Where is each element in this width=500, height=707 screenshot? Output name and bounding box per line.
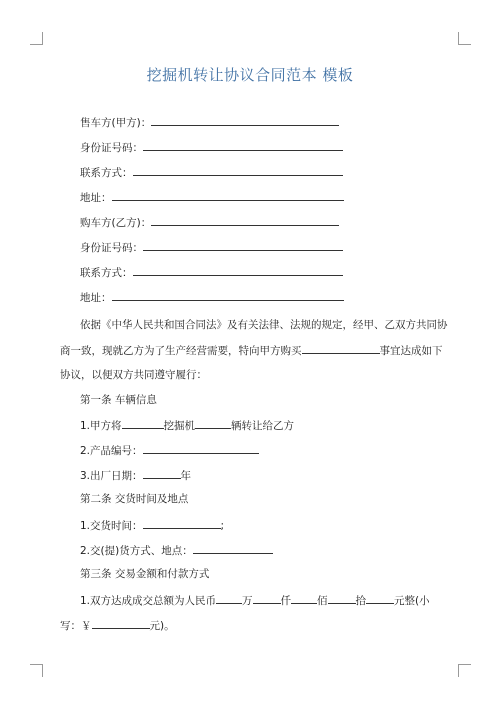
item-1-1-end: 辆转让给乙方 bbox=[231, 420, 295, 432]
manufacture-year-blank bbox=[143, 468, 181, 479]
item-1-3 bbox=[80, 468, 191, 483]
seller-address-label: 地址： bbox=[80, 192, 112, 204]
buyer-blank bbox=[151, 215, 339, 226]
seller-contact-label: 联系方式： bbox=[80, 167, 133, 179]
preamble-line-2-start: 商一致，现就乙方为了生产经营需要，特向甲方购买 bbox=[60, 345, 302, 357]
buyer-address-label: 地址： bbox=[80, 292, 112, 304]
yuan-unit: 元整(小 bbox=[394, 595, 430, 607]
item-2-1 bbox=[80, 518, 224, 533]
amount-figures-label: 写：￥ bbox=[60, 620, 92, 632]
product-number-blank bbox=[143, 443, 259, 454]
item-3-1-continued bbox=[60, 618, 175, 633]
yuan-blank bbox=[366, 593, 394, 604]
crop-mark-top-left bbox=[30, 32, 43, 45]
delivery-time-label: 1.交货时间： bbox=[80, 520, 143, 532]
crop-mark-top-right bbox=[458, 32, 471, 45]
article-2-heading: 第二条 交货时间及地点 bbox=[80, 493, 189, 505]
total-amount-label: 1.双方达成成交总额为人民币 bbox=[80, 595, 217, 607]
seller-address-field bbox=[80, 190, 344, 205]
document-title: 挖掘机转让协议合同范本 模板 bbox=[146, 66, 354, 84]
preamble-line-2 bbox=[60, 343, 443, 358]
article-1-heading: 第一条 车辆信息 bbox=[80, 394, 157, 406]
buyer-id-blank bbox=[143, 240, 343, 251]
buyer-id-field bbox=[80, 240, 343, 255]
wan-unit: 万 bbox=[242, 595, 253, 607]
crop-mark-bottom-left bbox=[30, 664, 43, 677]
seller-contact-field bbox=[80, 165, 343, 180]
shi-blank bbox=[328, 593, 356, 604]
bai-unit: 佰 bbox=[317, 595, 328, 607]
amount-figures-end: 元)。 bbox=[149, 620, 175, 632]
seller-label: 售车方(甲方)： bbox=[80, 117, 152, 129]
article-3-heading: 第三条 交易金额和付款方式 bbox=[80, 568, 210, 580]
buyer-contact-blank bbox=[133, 265, 343, 276]
delivery-time-end: ; bbox=[220, 520, 225, 532]
buyer-id-label: 身份证号码： bbox=[80, 242, 143, 254]
shi-unit: 拾 bbox=[355, 595, 367, 607]
item-1-1 bbox=[80, 418, 294, 433]
excavator-count-blank bbox=[195, 418, 231, 429]
item-1-1-start: 1.甲方将 bbox=[80, 420, 122, 432]
crop-mark-bottom-right bbox=[458, 664, 471, 677]
year-label: 年 bbox=[180, 470, 192, 482]
item-1-2 bbox=[80, 443, 259, 458]
bai-blank bbox=[291, 593, 317, 604]
preamble-line-3: 协议，以便双方共同遵守履行： bbox=[60, 369, 207, 381]
seller-field bbox=[80, 115, 339, 130]
delivery-method-blank bbox=[193, 543, 273, 554]
buyer-contact-label: 联系方式： bbox=[80, 267, 133, 279]
seller-contact-blank bbox=[133, 165, 343, 176]
manufacture-date-label: 3.出厂日期： bbox=[80, 470, 143, 482]
amount-figures-blank bbox=[92, 618, 150, 629]
item-2-2 bbox=[80, 543, 273, 558]
purchase-item-blank bbox=[302, 343, 380, 354]
wan-blank bbox=[216, 593, 242, 604]
buyer-address-blank bbox=[112, 290, 344, 301]
buyer-address-field bbox=[80, 290, 344, 305]
qian-blank bbox=[253, 593, 281, 604]
seller-id-blank bbox=[143, 140, 343, 151]
delivery-method-label: 2.交(提)货方式、地点： bbox=[80, 545, 193, 557]
excavator-model-blank bbox=[122, 418, 164, 429]
buyer-field bbox=[80, 215, 339, 230]
product-number-label: 2.产品编号： bbox=[80, 445, 143, 457]
preamble-line-2-end: 事宜达成如下 bbox=[379, 345, 443, 357]
item-1-1-middle: 挖掘机 bbox=[163, 420, 196, 432]
item-3-1 bbox=[80, 593, 430, 608]
preamble-line-1: 依据《中华人民共和国合同法》及有关法律、法规的规定，经甲、乙双方共同协 bbox=[80, 319, 448, 331]
buyer-contact-field bbox=[80, 265, 343, 280]
seller-id-label: 身份证号码： bbox=[80, 142, 143, 154]
seller-address-blank bbox=[112, 190, 344, 201]
buyer-label: 购车方(乙方)： bbox=[80, 217, 152, 229]
seller-blank bbox=[151, 115, 339, 126]
qian-unit: 仟 bbox=[280, 595, 292, 607]
seller-id-field bbox=[80, 140, 343, 155]
delivery-time-blank bbox=[143, 518, 221, 529]
